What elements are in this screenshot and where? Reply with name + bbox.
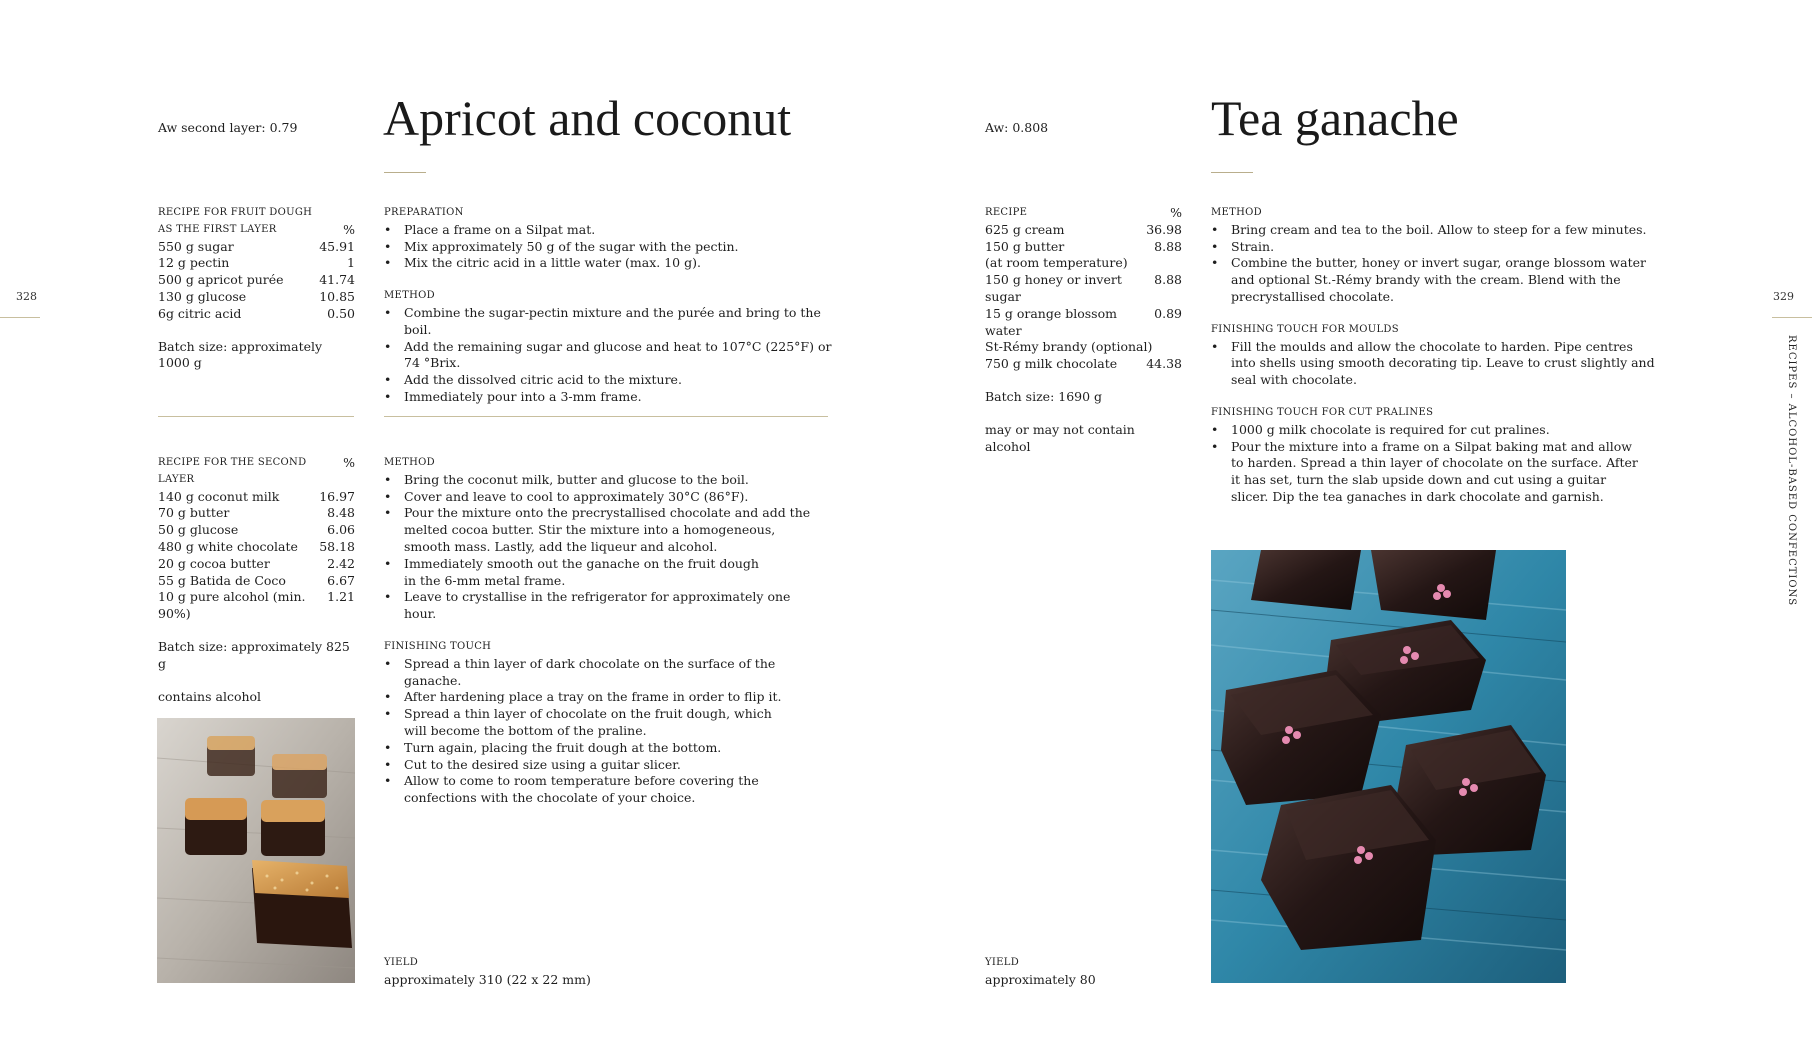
section-divider xyxy=(384,416,828,417)
aw-value-left: Aw second layer: 0.79 xyxy=(158,120,298,135)
title-rule-left xyxy=(384,172,426,173)
preparation-block xyxy=(384,205,834,406)
second-layer-ingredients xyxy=(158,455,355,705)
ingredient-row: 130 g glucose 10.85 xyxy=(158,288,355,304)
tea-ganache-image xyxy=(1211,550,1566,983)
ingredient-row: 480 g white chocolate 58.18 xyxy=(158,538,355,554)
method-steps xyxy=(384,305,834,406)
list-item: • Add the dissolved citric acid to the mixture. xyxy=(384,372,834,389)
ingredient-row: 625 g cream 36.98 xyxy=(985,221,1182,237)
cut-pralines-heading: FINISHING TOUCH FOR CUT PRALINES xyxy=(1211,406,1434,418)
list-item: • Cover and leave to cool to approximately 30°C (86°F). xyxy=(384,489,824,506)
yield-heading: YIELD xyxy=(384,957,419,968)
list-item: • Mix the citric acid in a little water (max. 10 g). xyxy=(384,255,834,272)
list-item: • Turn again, placing the fruit dough at the bottom. xyxy=(384,740,784,757)
finishing-heading: FINISHING TOUCH xyxy=(384,640,492,652)
list-item: • 1000 g milk chocolate is required for cut pralines. xyxy=(1211,422,1641,439)
method-block-second xyxy=(384,455,824,807)
section-side-label: RECIPES – ALCOHOL-BASED CONFECTIONS xyxy=(1786,335,1797,607)
ingredient-row: 6g citric acid 0.50 xyxy=(158,305,355,321)
list-item: • Strain. xyxy=(1211,239,1661,256)
recipe-title-left: Apricot and coconut xyxy=(383,90,792,146)
list-item: • Add the remaining sugar and glucose and heat to 107°C (225°F) or 74 °Brix. xyxy=(384,339,834,373)
aw-value-right: Aw: 0.808 xyxy=(985,120,1049,135)
moulds-heading: FINISHING TOUCH FOR MOULDS xyxy=(1211,323,1399,335)
preparation-steps xyxy=(384,222,834,272)
list-item: • Bring cream and tea to the boil. Allow to steep for a few minutes. xyxy=(1211,222,1661,239)
list-item: • Allow to come to room temperature before covering the confections with the chocolate of your choice. xyxy=(384,773,784,807)
list-item: • Pour the mixture onto the precrystallised chocolate and add the melted cocoa butter. Stir the mixture into a homogeneous, smooth mass. Lastly, add the liqueur and alcohol. xyxy=(384,505,824,555)
ingredient-row: 140 g coconut milk 16.97 xyxy=(158,488,355,504)
tea-ganache-method-block xyxy=(1211,205,1661,506)
preparation-heading: PREPARATION xyxy=(384,207,464,218)
list-item: • Bring the coconut milk, butter and glucose to the boil. xyxy=(384,472,824,489)
cut-pralines-steps xyxy=(1211,422,1661,506)
recipe-heading: RECIPE xyxy=(985,207,1028,218)
list-item: • Cut to the desired size using a guitar slicer. xyxy=(384,757,784,774)
yield-value: approximately 310 (22 x 22 mm) xyxy=(384,971,591,987)
ingredient-row: 70 g butter 8.48 xyxy=(158,505,355,521)
fruit-dough-heading-2: AS THE FIRST LAYER xyxy=(158,223,277,235)
list-item: • Pour the mixture into a frame on a Silpat baking mat and allow to harden. Spread a thin layer of chocolate on the surface. After it has set, turn the slab upside down and cut using a guitar slicer. Dip the tea ganaches in dark chocolate and garnish. xyxy=(1211,439,1641,506)
apricot-pralines-photo xyxy=(157,718,355,983)
ingredient-row: (at room temperature) xyxy=(985,255,1128,271)
list-item: • Leave to crystallise in the refrigerator for approximately one hour. xyxy=(384,589,824,623)
list-item: • After hardening place a tray on the frame in order to flip it. xyxy=(384,689,784,706)
ingredient-row: 750 g milk chocolate 44.38 xyxy=(985,356,1182,372)
ingredient-row: 150 g butter 8.88 xyxy=(985,238,1182,254)
list-item: • Immediately pour into a 3-mm frame. xyxy=(384,389,834,406)
pct-label: % xyxy=(1170,205,1182,220)
moulds-steps xyxy=(1211,339,1661,389)
batch-size: Batch size: approximately 825 g xyxy=(158,638,350,671)
fruit-dough-ingredients xyxy=(158,205,355,372)
yield-value: approximately 80 xyxy=(985,971,1096,987)
tea-ganache-photo xyxy=(1211,550,1566,983)
section-divider xyxy=(158,416,354,417)
list-item: • Fill the moulds and allow the chocolate to harden. Pipe centres into shells using smooth decorating tip. Leave to crust slightly and seal with chocolate. xyxy=(1211,339,1661,389)
list-item: • Spread a thin layer of chocolate on the fruit dough, which will become the bottom of the praline. xyxy=(384,706,784,740)
list-item: • Combine the butter, honey or invert sugar, orange blossom water and optional St.-Rémy brandy with the cream. Blend with the precrystallised chocolate. xyxy=(1211,255,1661,305)
title-rule-right xyxy=(1211,172,1253,173)
ingredient-row: 15 g orange blossom water 0.89 xyxy=(985,305,1182,338)
yield-block-left xyxy=(384,955,591,989)
method-steps xyxy=(1211,222,1661,306)
second-layer-heading: RECIPE FOR THE SECOND LAYER xyxy=(158,457,307,485)
alcohol-note: may or may not contain alcohol xyxy=(985,421,1135,454)
ingredient-row: 12 g pectin 1 xyxy=(158,255,355,271)
yield-block-right xyxy=(985,955,1096,989)
yield-heading: YIELD xyxy=(985,957,1020,968)
pct-label: % xyxy=(343,455,355,470)
ingredient-row: 550 g sugar 45.91 xyxy=(158,238,355,254)
list-item: • Spread a thin layer of dark chocolate on the surface of the ganache. xyxy=(384,656,784,690)
method-heading: METHOD xyxy=(1211,207,1262,218)
list-item: • Immediately smooth out the ganache on the fruit dough in the 6-mm metal frame. xyxy=(384,556,824,590)
alcohol-note: contains alcohol xyxy=(158,688,262,704)
ingredient-row: St-Rémy brandy (optional) xyxy=(985,339,1153,355)
list-item: • Mix approximately 50 g of the sugar with the pectin. xyxy=(384,239,834,256)
pct-label: % xyxy=(343,221,355,237)
ingredient-row: 55 g Batida de Coco 6.67 xyxy=(158,572,355,588)
apricot-pralines-image xyxy=(157,718,355,983)
finishing-steps xyxy=(384,656,824,807)
ingredient-row: 500 g apricot purée 41.74 xyxy=(158,272,355,288)
page-number-right: 329 xyxy=(1773,290,1794,303)
ingredient-row: 10 g pure alcohol (min. 90%) 1.21 xyxy=(158,589,355,622)
method-steps xyxy=(384,472,824,623)
recipe-title-right: Tea ganache xyxy=(1211,90,1459,146)
method-heading: METHOD xyxy=(384,457,435,468)
edge-rule-left xyxy=(0,317,40,318)
tea-ganache-ingredients xyxy=(985,205,1182,455)
ingredient-row: 20 g cocoa butter 2.42 xyxy=(158,555,355,571)
ingredient-row: 150 g honey or invert sugar 8.88 xyxy=(985,272,1182,304)
batch-size: Batch size: 1690 g xyxy=(985,388,1103,404)
list-item: • Place a frame on a Silpat mat. xyxy=(384,222,834,239)
ingredient-row: 50 g glucose 6.06 xyxy=(158,522,355,538)
fruit-dough-heading-1: RECIPE FOR FRUIT DOUGH xyxy=(158,207,313,218)
batch-size: Batch size: approximately 1000 g xyxy=(158,338,323,371)
method-heading: METHOD xyxy=(384,290,435,302)
list-item: • Combine the sugar-pectin mixture and the purée and bring to the boil. xyxy=(384,305,834,339)
edge-rule-right xyxy=(1772,317,1812,318)
page-number-left: 328 xyxy=(16,290,37,303)
